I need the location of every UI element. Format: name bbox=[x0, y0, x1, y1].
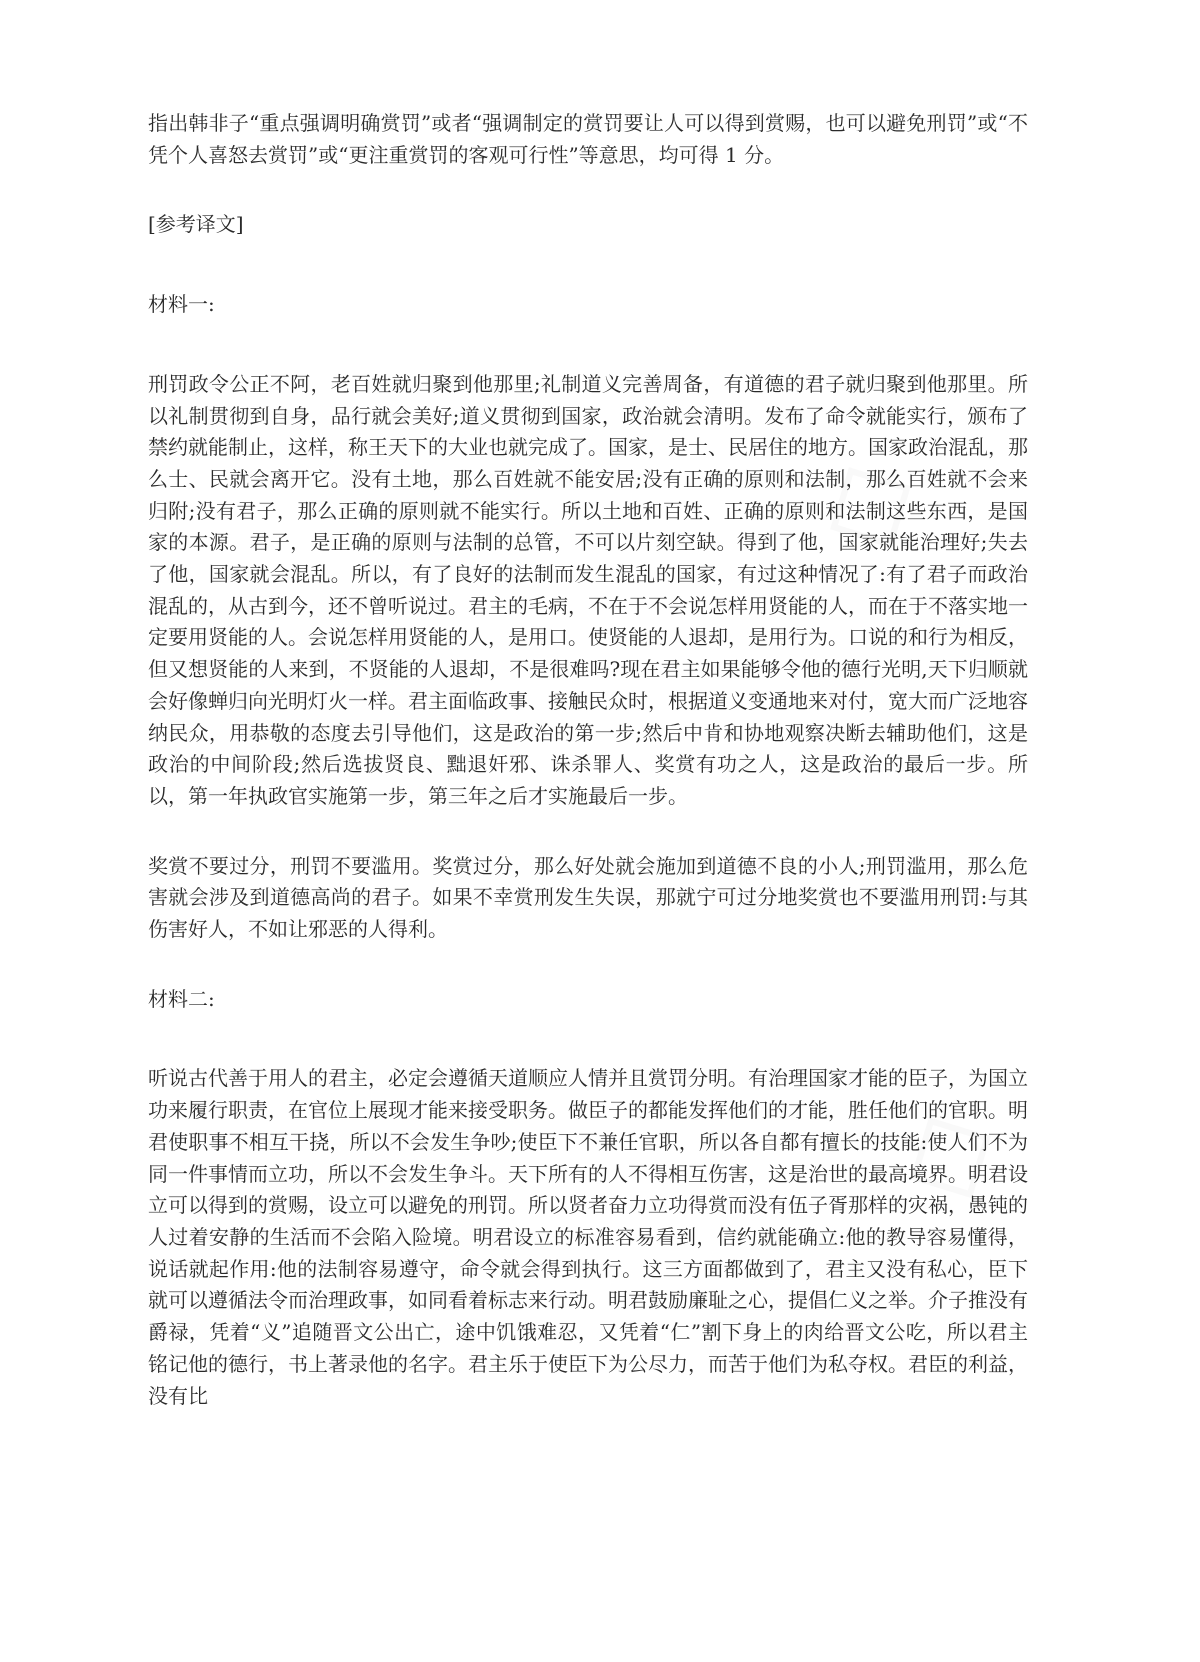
material-two-paragraph-1: 听说古代善于用人的君主，必定会遵循天道顺应人情并且赏罚分明。有治理国家才能的臣子，为国立功来履行职责，在官位上展现才能来接受职务。做臣子的都能发挥他们的才能，胜任他们的官职。明君使职事不相互干挠，所以不会发生争吵;使臣下不兼任官职，所以各自都有擅长的技能:使人们不为同一件事情而立功，所以不会发生争斗。天下所有的人不得相互伤害，这是治世的最高境界。明君设立可以得到的赏赐，设立可以避免的刑罚。所以贤者奋力立功得赏而没有伍子胥那样的灾祸，愚钝的人过着安静的生活而不会陷入险境。明君设立的标准容易看到，信约就能确立:他的教导容易懂得，说话就起作用:他的法制容易遵守，命令就会得到执行。这三方面都做到了，君主又没有私心，臣下就可以遵循法令而治理政事，如同看着标志来行动。明君鼓励廉耻之心，提倡仁义之举。介子推没有爵禄，凭着“义”追随晋文公出亡，途中饥饿难忍，又凭着“仁”割下身上的肉给晋文公吃，所以君主铭记他的德行，书上著录他的名字。君主乐于使臣下为公尽力，而苦于他们为私夺权。君臣的利益，没有比 bbox=[148, 1066, 1028, 1408]
material-one-label: 材料一: bbox=[148, 292, 215, 317]
scoring-note-paragraph: 指出韩非子“重点强调明确赏罚”或者“强调制定的赏罚要让人可以得到赏赐，也可以避免刑罚”或“不凭个人喜怒去赏罚”或“更注重赏罚的客观可行性”等意思，均可得 1 分。 bbox=[148, 111, 1028, 167]
material-one-paragraph-2: 奖赏不要过分，刑罚不要滥用。奖赏过分，那么好处就会施加到道德不良的小人;刑罚滥用，那么危害就会涉及到道德高尚的君子。如果不幸赏刑发生失误，那就宁可过分地奖赏也不要滥用刑罚:与其伤害好人，不如让邪恶的人得利。 bbox=[148, 853, 1028, 942]
material-one-paragraph-1: 刑罚政令公正不阿，老百姓就归聚到他那里;礼制道义完善周备，有道德的君子就归聚到他那里。所以礼制贯彻到自身，品行就会美好;道义贯彻到国家，政治就会清明。发布了命令就能实行，颁布了禁约就能制止，这样，称王天下的大业也就完成了。国家，是士、民居住的地方。国家政治混乱，那么士、民就会离开它。没有土地，那么百姓就不能安居;没有正确的原则和法制，那么百姓就不会来归附;没有君子，那么正确的原则就不能实行。所以土地和百姓、正确的原则和法制这些东西，是国家的本源。君子，是正确的原则与法制的总管，不可以片刻空缺。得到了他，国家就能治理好;失去了他，国家就会混乱。所以，有了良好的法制而发生混乱的国家，有过这种情况了:有了君子而政治混乱的，从古到今，还不曾听说过。君主的毛病，不在于不会说怎样用贤能的人，而在于不落实地一定要用贤能的人。会说怎样用贤能的人，是用口。使贤能的人退却，是用行为。口说的和行为相反，但又想贤能的人来到，不贤能的人退却，不是很难吗?现在君主如果能够令他的德行光明,天下归顺就会好像蝉归向光明灯火一样。君主面临政事、接触民众时，根据道义变通地来对付，宽大而广泛地容纳民众，用恭敬的态度去引导他们，这是政治的第一步;然后中肯和协地观察决断去辅助他们，这是政治的中间阶段;然后选拔贤良、黜退奸邪、诛杀罪人、奖赏有功之人，这是政治的最后一步。所以，第一年执政官实施第一步，第三年之后才实施最后一步。 bbox=[148, 371, 1028, 808]
reference-translation-heading: [参考译文] bbox=[148, 212, 244, 237]
document-body bbox=[148, 108, 1028, 1412]
material-two-label: 材料二: bbox=[148, 986, 215, 1011]
